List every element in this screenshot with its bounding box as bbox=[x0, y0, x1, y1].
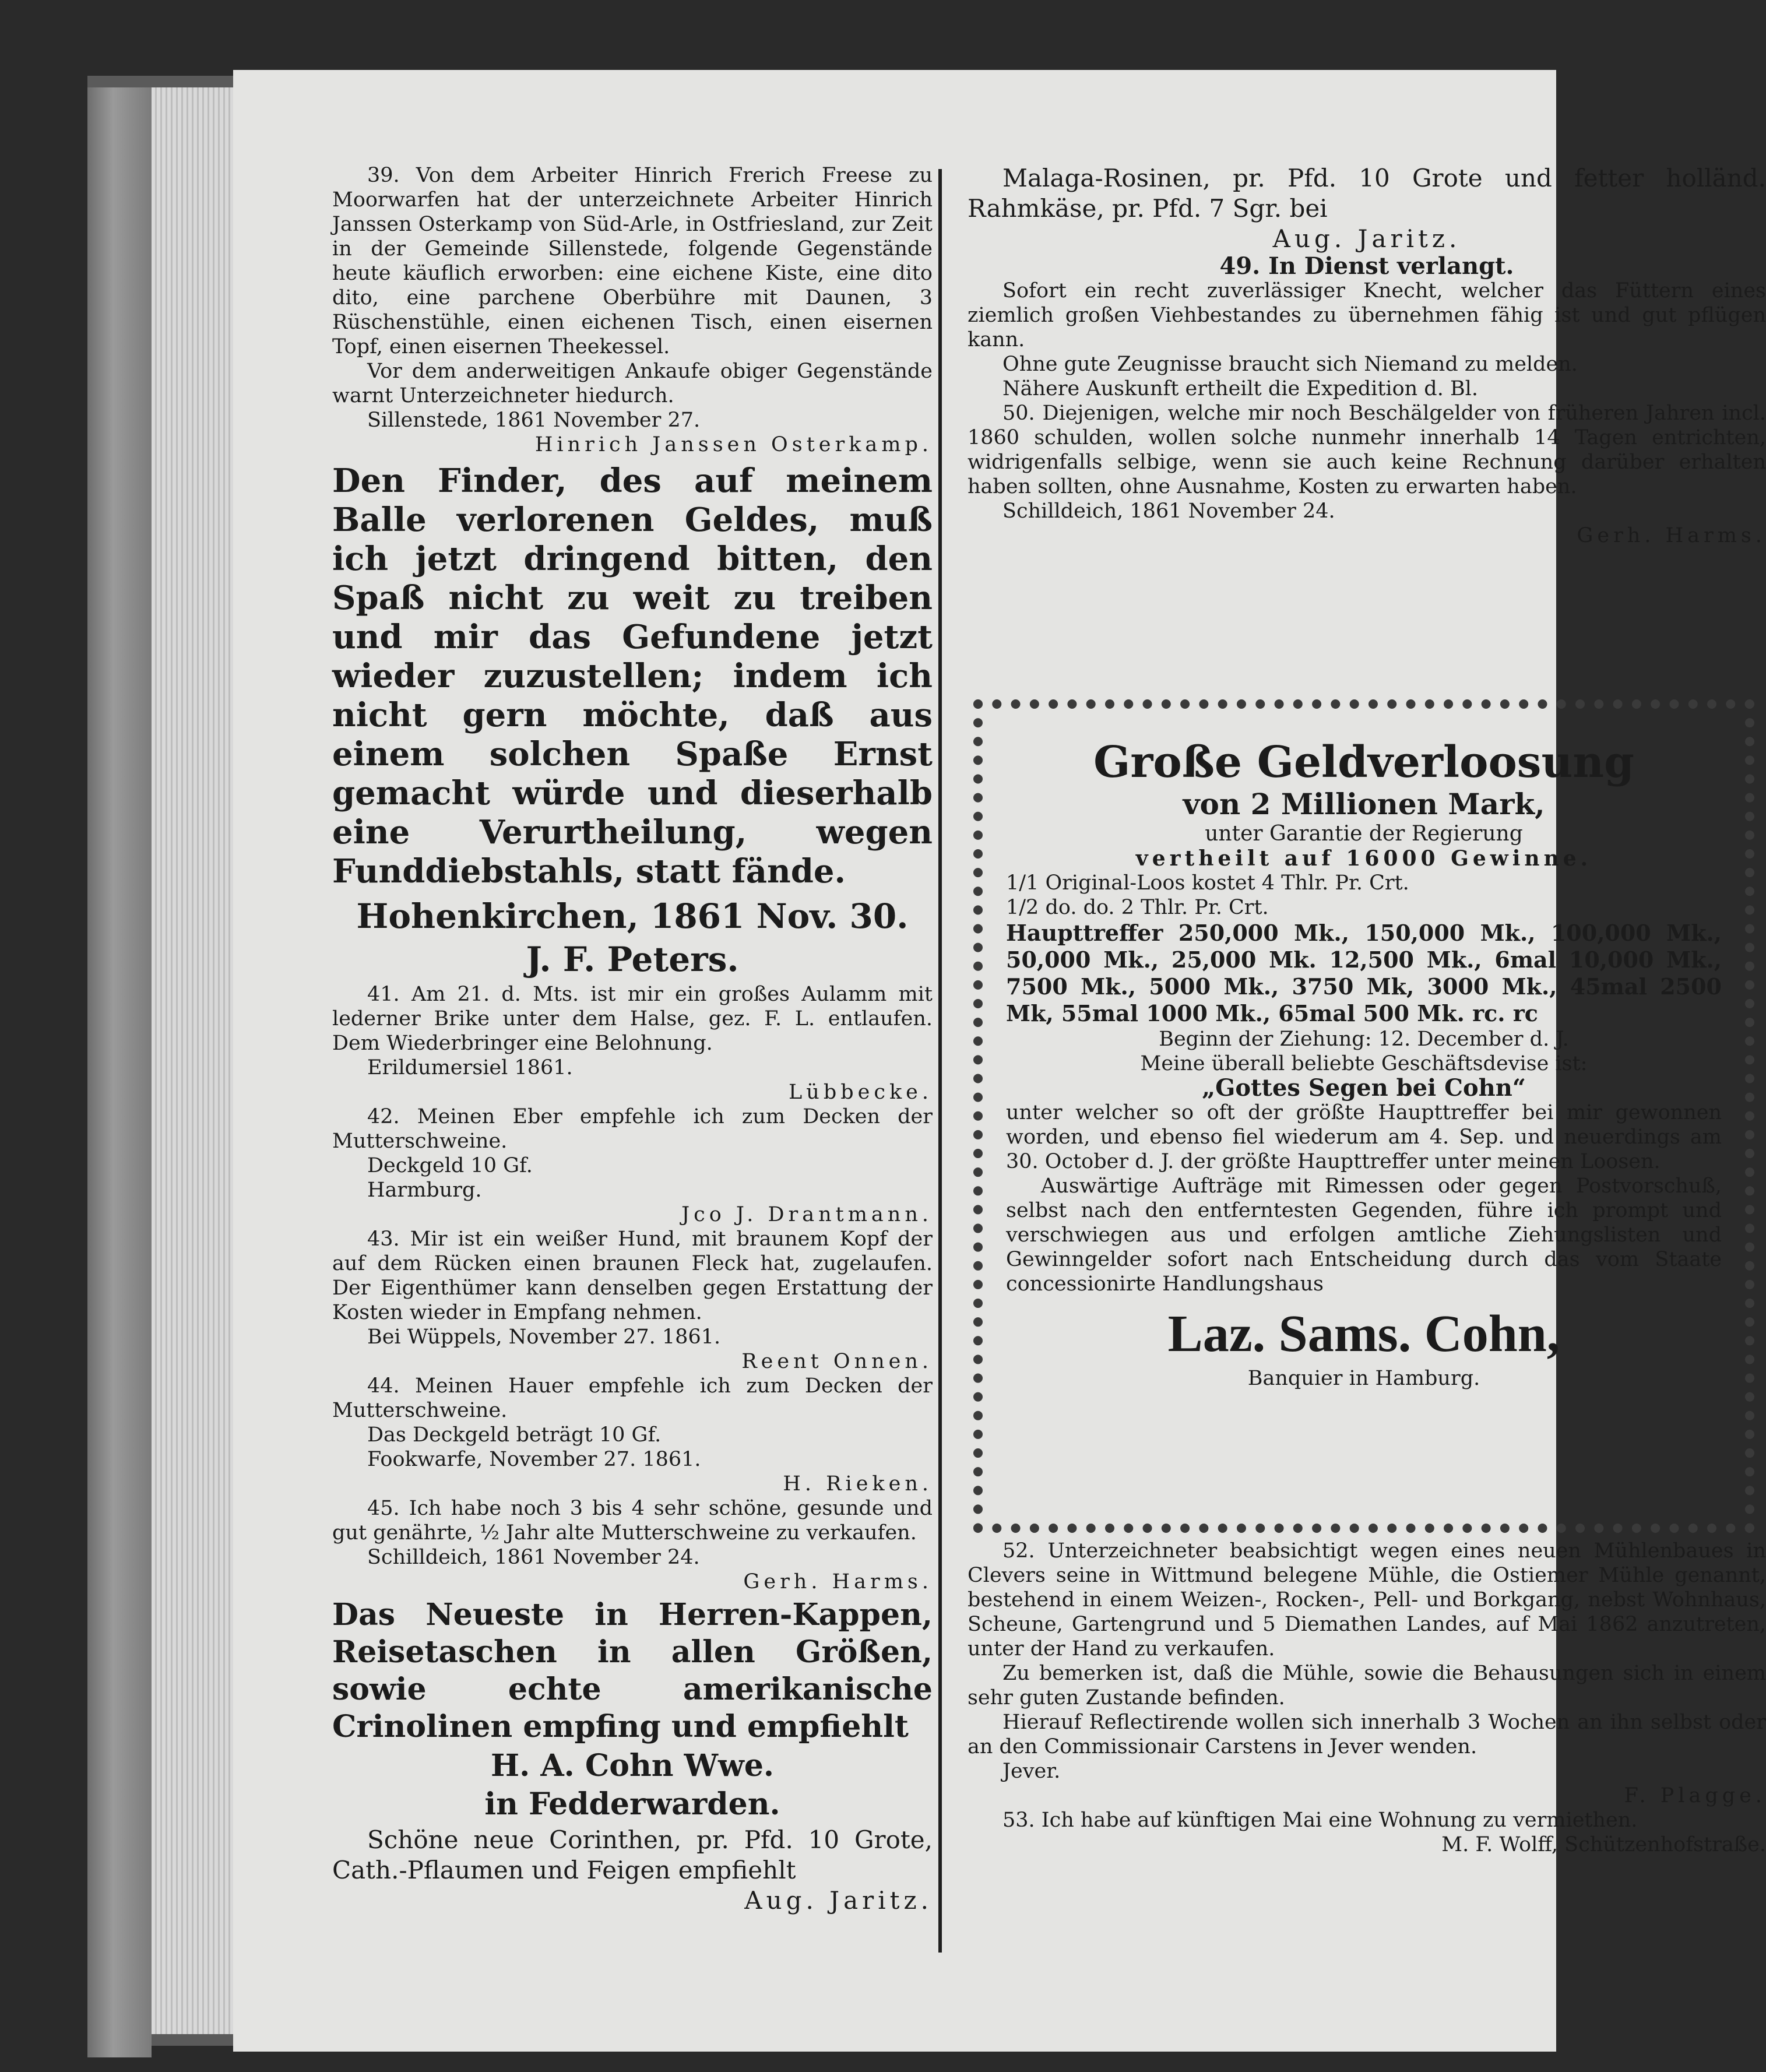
ad-42-fee: Deckgeld 10 Gf. bbox=[367, 1154, 533, 1177]
ad-53-text: 53. Ich habe auf künftigen Mai eine Wohnung zu vermiethen. bbox=[1002, 1809, 1638, 1832]
ad-44-signature: H. Rieken. bbox=[783, 1472, 933, 1496]
ad-52-signature: F. Plagge. bbox=[1624, 1784, 1766, 1807]
ad-43-place: Bei Wüppels, November 27. 1861. bbox=[367, 1325, 721, 1349]
ad-39-text: 39. Von dem Arbeiter Hinrich Frerich Freese zu Moorwarfen hat der unterzeichnete Arbeiter Hinrich Janssen Osterkamp von Süd-Arle, in Ostfriesland, zur Zeit in der Gemeinde Sillenstede, folgende Gegenstände heute käuflich erworben: eine eichene Kiste, eine dito dito, eine parchene Oberbühre mit Daunen, 3 Rüschenstühle, einen eichenen Tisch, einen eisernen Topf, einen eisernen Theekessel. bbox=[332, 164, 933, 358]
lottery-guarantee: unter Garantie der Regierung bbox=[1205, 822, 1523, 846]
ad-49-heading: 49. In Dienst verlangt. bbox=[1219, 252, 1514, 280]
ad-52-text: 52. Unterzeichneter beabsichtigt wegen eines neuen Mühlenbaues in Clevers seine in Wittmund belegene Mühle, die Ostiemer Mühle genannt, bestehend in einem Weizen-, Rocken-, Pell- und Borkgang, nebst Wohnhaus, Scheune, Gartengrund und 5 Diemathen Landes, auf Mai 1862 anzutreten, unter der Hand zu verkaufen. bbox=[968, 1539, 1766, 1661]
ad-39-signature: Hinrich Janssen Osterkamp. bbox=[534, 433, 933, 456]
ad-42-text: 42. Meinen Eber empfehle ich zum Decken der Mutterschweine. bbox=[332, 1105, 933, 1153]
lottery-ad-frame bbox=[973, 699, 1754, 1533]
finder-ad-place: Hohenkirchen, 1861 Nov. 30. bbox=[356, 896, 909, 936]
ad-45-signature: Gerh. Harms. bbox=[743, 1570, 933, 1593]
cohn-wwe-place: in Fedderwarden. bbox=[484, 1786, 780, 1822]
jaritz-rosinen-signature: Aug. Jaritz. bbox=[1272, 224, 1461, 253]
ad-39-warning: Vor dem anderweitigen Ankaufe obiger Gegenstände warnt Unterzeichneter hiedurch. bbox=[332, 360, 933, 407]
ad-44-place: Fookwarfe, November 27. 1861. bbox=[367, 1448, 701, 1471]
jaritz-rosinen-text: Malaga-Rosinen, pr. Pfd. 10 Grote und fetter holländ. Rahmkäse, pr. Pfd. 7 Sgr. bei bbox=[968, 164, 1766, 223]
lottery-motto-intro: Meine überall beliebte Geschäftsdevise ist: bbox=[1140, 1052, 1588, 1075]
ad-42-place: Harmburg. bbox=[367, 1179, 482, 1202]
newspaper-page bbox=[233, 70, 1766, 2052]
ad-43-text: 43. Mir ist ein weißer Hund, mit braunem Kopf der auf dem Rücken einen braunen Fleck hat, zugelaufen. Der Eigenthümer kann denselben gegen Erstattung der Kosten wieder in Empfang nehmen. bbox=[332, 1227, 933, 1324]
ad-41-signature: Lübbecke. bbox=[789, 1081, 933, 1104]
ad-42-signature: Jco J. Drantmann. bbox=[681, 1203, 933, 1226]
jaritz-corinthen-text: Schöne neue Corinthen, pr. Pfd. 10 Grote, Cath.-Pflaumen und Feigen empfiehlt bbox=[332, 1825, 933, 1884]
ad-43-signature: Reent Onnen. bbox=[741, 1350, 933, 1373]
finder-ad-signature: J. F. Peters. bbox=[526, 940, 739, 979]
ad-52-text2: Zu bemerken ist, daß die Mühle, sowie die Behausungen sich in einem sehr guten Zustande befinden. bbox=[968, 1662, 1766, 1709]
ad-50-text: 50. Diejenigen, welche mir noch Beschälgelder von früheren Jahren incl. 1860 schulden, wollen solche nunmehr innerhalb 14 Tagen entrichten, widrigenfalls selbige, wenn sie auch keine Rechnung darüber erhalten haben sollten, ohne Ausnahme, Kosten zu erwarten haben. bbox=[968, 402, 1766, 498]
lottery-subtitle: von 2 Millionen Mark, bbox=[1183, 787, 1545, 821]
ad-45-text: 45. Ich habe noch 3 bis 4 sehr schöne, gesunde und gut genährte, ½ Jahr alte Mutterschweine zu verkaufen. bbox=[332, 1497, 933, 1545]
ad-41-text: 41. Am 21. d. Mts. ist mir ein großes Aulamm mit lederner Brike unter dem Halse, gez. F. L. entlaufen. Dem Wiederbringer eine Belohnung. bbox=[332, 983, 933, 1055]
ad-49-text3: Nähere Auskunft ertheilt die Expedition d. Bl. bbox=[1002, 377, 1479, 400]
book-spine bbox=[87, 87, 152, 2057]
ad-44-fee: Das Deckgeld beträgt 10 Gf. bbox=[367, 1423, 662, 1447]
ad-52-place: Jever. bbox=[1002, 1760, 1061, 1783]
ad-50-place: Schilldeich, 1861 November 24. bbox=[1002, 499, 1335, 523]
lottery-prizes: Haupttreffer 250,000 Mk., 150,000 Mk., 100,000 Mk., 50,000 Mk., 25,000 Mk. 12,500 Mk., 6mal 10,000 Mk., 7500 Mk., 5000 Mk., 3750 Mk, 3000 Mk., 45mal 2500 Mk, 55mal 1000 Mk., 65mal 500 Mk. rc. rc bbox=[1006, 920, 1722, 1026]
column-divider bbox=[938, 169, 942, 1953]
ad-49-text: Sofort ein recht zuverlässiger Knecht, welcher das Füttern eines ziemlich großen Viehbestandes zu übernehmen fähig ist und gut pflügen kann. bbox=[968, 279, 1766, 351]
right-column-lower bbox=[968, 1539, 1766, 1857]
cohn-wwe-name: H. A. Cohn Wwe. bbox=[490, 1748, 775, 1783]
ad-49-text2: Ohne gute Zeugnisse braucht sich Niemand zu melden. bbox=[1002, 353, 1578, 376]
ad-39-place: Sillenstede, 1861 November 27. bbox=[367, 409, 701, 432]
lottery-title: Große Geldverloosung bbox=[1093, 737, 1634, 787]
jaritz-corinthen-signature: Aug. Jaritz. bbox=[744, 1886, 933, 1915]
ad-45-place: Schilldeich, 1861 November 24. bbox=[367, 1546, 700, 1569]
ad-52-text3: Hierauf Reflectirende wollen sich innerhalb 3 Wochen an ihn selbst oder an den Commissionair Carstens in Jever wenden. bbox=[968, 1711, 1766, 1758]
lottery-price-whole: 1/1 Original-Loos kostet 4 Thlr. Pr. Crt. bbox=[1006, 871, 1409, 895]
left-column bbox=[332, 163, 933, 1916]
lottery-motto: „Gottes Segen bei Cohn“ bbox=[1202, 1074, 1526, 1102]
cohn-wwe-text: Das Neueste in Herren-Kappen, Reisetaschen in allen Größen, sowie echte amerikanische Crinolinen empfing und empfiehlt bbox=[332, 1597, 933, 1744]
ad-44-text: 44. Meinen Hauer empfehle ich zum Decken der Mutterschweine. bbox=[332, 1374, 933, 1422]
lottery-text: unter welcher so oft der größte Haupttreffer bei mir gewonnen worden, und ebenso fiel wiederum am 4. Sep. und neuerdings am 30. October d. J. der größte Haupttreffer unter meinen Loosen. bbox=[1006, 1101, 1722, 1173]
lottery-banker-name: Laz. Sams. Cohn, bbox=[1167, 1305, 1560, 1363]
ad-50-signature: Gerh. Harms. bbox=[1577, 524, 1766, 547]
ad-41-place: Erildumersiel 1861. bbox=[367, 1056, 573, 1079]
lottery-banker-role: Banquier in Hamburg. bbox=[1247, 1367, 1480, 1390]
ad-53-signature: M. F. Wolff, Schützenhofstraße. bbox=[1441, 1833, 1766, 1856]
lottery-draw-date: Beginn der Ziehung: 12. December d. J. bbox=[1159, 1028, 1569, 1051]
lottery-text2: Auswärtige Aufträge mit Rimessen oder gegen Postvorschuß, selbst nach den entferntesten Gegenden, führe ich prompt und verschwiegen aus und erfolgen amtliche Ziehungslisten und Gewinngelder sofort nach Entscheidung durch das vom Staate concessionirte Handlungshaus bbox=[1006, 1174, 1722, 1296]
right-column bbox=[968, 163, 1766, 548]
finder-ad-text: Den Finder, des auf meinem Balle verlorenen Geldes, muß ich jetzt dringend bitten, den Spaß nicht zu weit zu treiben und mir das Gefundene jetzt wieder zuzustellen; indem ich nicht gern möchte, daß aus einem solchen Spaße Ernst gemacht würde und dieserhalb eine Verurtheilung, wegen Funddiebstahls, statt fände. bbox=[332, 462, 933, 891]
lottery-price-half: 1/2 do. do. 2 Thlr. Pr. Crt. bbox=[1006, 896, 1269, 919]
lottery-distributed: vertheilt auf 16000 Gewinne. bbox=[1135, 846, 1592, 871]
